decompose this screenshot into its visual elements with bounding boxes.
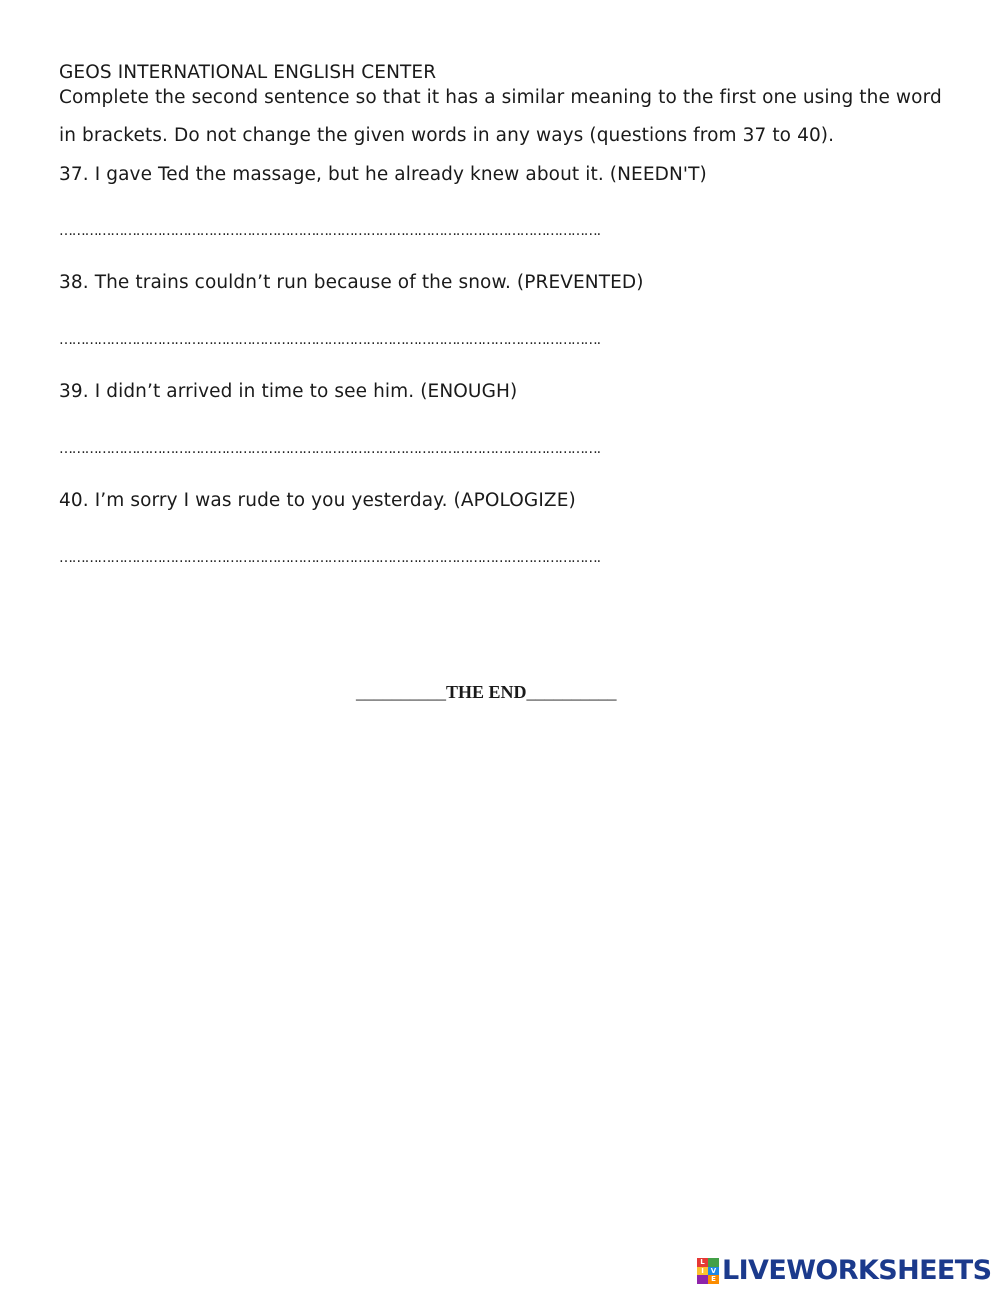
logo-tile-e: E <box>708 1275 719 1284</box>
logo-tile-blank-1 <box>708 1258 719 1267</box>
page-title: GEOS INTERNATIONAL ENGLISH CENTER <box>59 62 437 83</box>
liveworksheets-logo-icon <box>697 1258 719 1284</box>
question-37: 37. I gave Ted the massage, but he already knew about it. (NEEDN'T) <box>59 164 707 185</box>
instructions-line-2: in brackets. Do not change the given words in any ways (questions from 37 to 40). <box>59 125 835 146</box>
the-end-text: THE END <box>446 682 527 702</box>
question-40: 40. I’m sorry I was rude to you yesterday. (APOLOGIZE) <box>59 490 576 511</box>
liveworksheets-logo-text: LIVEWORKSHEETS <box>722 1255 992 1286</box>
answer-line-38[interactable]: ………………………………………………………………………………………………………………. <box>59 332 600 348</box>
question-38: 38. The trains couldn’t run because of the snow. (PREVENTED) <box>59 272 644 293</box>
logo-tile-blank-2 <box>697 1275 708 1284</box>
the-end-footer <box>356 680 617 704</box>
the-end-rule-left: __________ <box>356 682 446 702</box>
logo-tile-i: I <box>697 1267 708 1275</box>
logo-tile-l: L <box>697 1258 708 1267</box>
the-end-rule-right: __________ <box>526 682 617 702</box>
liveworksheets-logo <box>697 1254 991 1288</box>
question-39: 39. I didn’t arrived in time to see him. (ENOUGH) <box>59 381 518 402</box>
answer-line-40[interactable]: ………………………………………………………………………………………………………………. <box>59 550 600 566</box>
answer-line-39[interactable]: ………………………………………………………………………………………………………………. <box>59 441 600 457</box>
answer-line-37[interactable]: ………………………………………………………………………………………………………………. <box>59 223 600 239</box>
instructions-line-1: Complete the second sentence so that it has a similar meaning to the first one using the word <box>59 87 942 108</box>
logo-tile-v: V <box>708 1267 719 1275</box>
